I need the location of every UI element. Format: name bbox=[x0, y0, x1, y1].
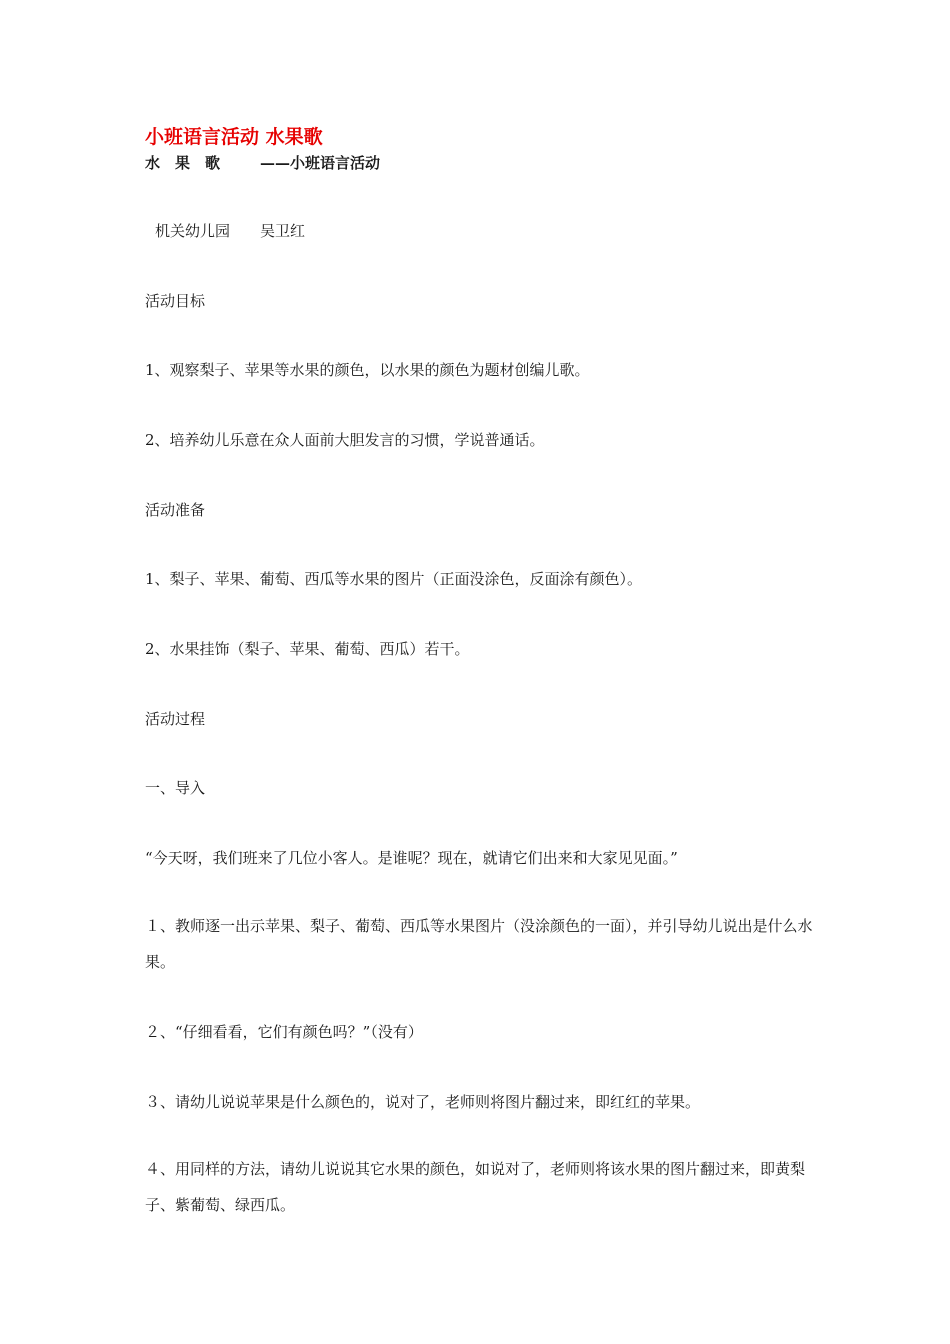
step-item-2: ２、“仔细看看，它们有颜色吗？”（没有） bbox=[145, 1023, 423, 1041]
step-item-3: ３、请幼儿说说苹果是什么颜色的，说对了，老师则将图片翻过来，即红红的苹果。 bbox=[145, 1093, 701, 1111]
subtitle-main: 水 果 歌 bbox=[145, 154, 221, 172]
goal-item-1: 1、观察梨子、苹果等水果的颜色，以水果的颜色为题材创编儿歌。 bbox=[145, 361, 590, 379]
process-heading: 活动过程 bbox=[145, 710, 206, 728]
goal-heading: 活动目标 bbox=[145, 292, 206, 310]
goal-item-2: 2、培养幼儿乐意在众人面前大胆发言的习惯，学说普通话。 bbox=[145, 431, 545, 449]
prep-item-2: 2、水果挂饰（梨子、苹果、葡萄、西瓜）若干。 bbox=[145, 640, 470, 658]
author-line: 机关幼儿园 吴卫红 bbox=[155, 222, 306, 240]
step-item-4: ４、用同样的方法，请幼儿说说其它水果的颜色，如说对了，老师则将该水果的图片翻过来，即黄梨子、紫葡萄、绿西瓜。 bbox=[145, 1160, 806, 1214]
step-intro: 一、导入 bbox=[145, 779, 206, 797]
intro-quote: “今天呀，我们班来了几位小客人。是谁呢？现在，就请它们出来和大家见见面。” bbox=[145, 849, 678, 867]
document-subtitle bbox=[145, 153, 380, 173]
prep-heading: 活动准备 bbox=[145, 501, 206, 519]
step-item-1: １、教师逐一出示苹果、梨子、葡萄、西瓜等水果图片（没涂颜色的一面），并引导幼儿说出是什么水果。 bbox=[145, 917, 813, 971]
document-title: 小班语言活动 水果歌 bbox=[145, 126, 323, 148]
prep-item-1: 1、梨子、苹果、葡萄、西瓜等水果的图片（正面没涂色，反面涂有颜色）。 bbox=[145, 570, 643, 588]
subtitle-tail: ——小班语言活动 bbox=[260, 154, 381, 172]
